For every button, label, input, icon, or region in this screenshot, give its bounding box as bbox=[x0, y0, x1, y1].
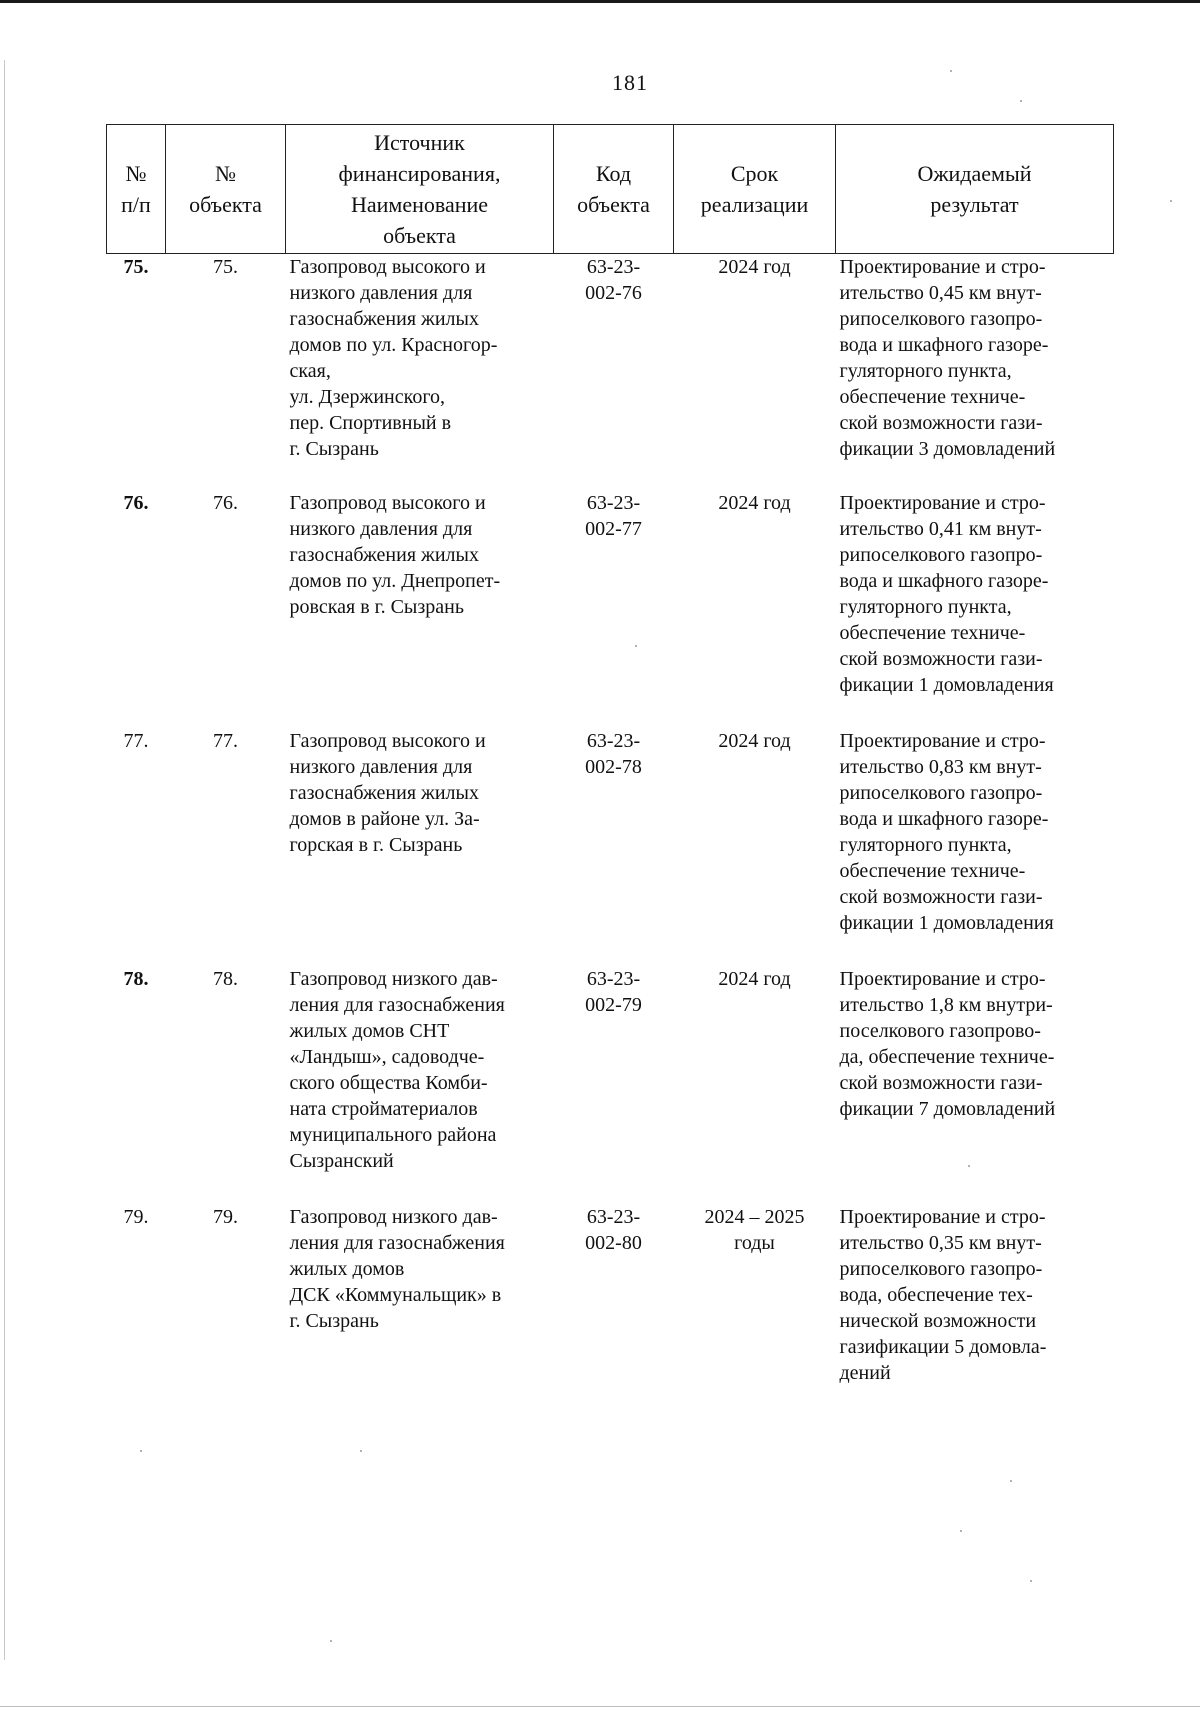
implementation-term: 2024 год bbox=[718, 492, 791, 514]
object-name: Газопровод высокого и низкого давления для газоснабжения жилых домов по ул. Красногор- ская, ул. Дзержинского, пер. Спортивный в г. Сызрань bbox=[289, 256, 498, 460]
page-number: 181 bbox=[612, 70, 648, 95]
table-row bbox=[107, 1204, 1114, 1404]
object-number: 79. bbox=[213, 1206, 238, 1228]
object-code: 63-23- 002-77 bbox=[585, 492, 642, 540]
scan-speckle bbox=[140, 1450, 142, 1452]
scan-speckle bbox=[1010, 1480, 1012, 1482]
scan-speckle bbox=[360, 1450, 362, 1452]
scan-speckle bbox=[950, 70, 952, 72]
object-number: 78. bbox=[213, 968, 238, 990]
row-number: 77. bbox=[123, 730, 149, 752]
row-number: 79. bbox=[123, 1206, 149, 1228]
projects-table bbox=[106, 124, 1114, 1404]
table-row bbox=[107, 490, 1114, 728]
scan-edge-left bbox=[4, 60, 5, 1660]
header-object-code: Код объекта bbox=[554, 125, 674, 254]
header-object-number: № объекта bbox=[166, 125, 286, 254]
table-row bbox=[107, 254, 1114, 491]
scan-speckle bbox=[330, 1640, 332, 1642]
scan-speckle bbox=[968, 1165, 970, 1167]
expected-result: Проектирование и стро- ительство 0,41 км внут- рипоселкового газопро- вода и шкафного газоре- гуляторного пункта, обеспечение техниче- ской возможности гази- фикации 1 домовладения bbox=[839, 492, 1054, 696]
object-number: 76. bbox=[213, 492, 238, 514]
header-funding-source: Источник финансирования, Наименование объекта bbox=[286, 125, 554, 254]
object-code: 63-23- 002-80 bbox=[585, 1206, 642, 1254]
implementation-term: 2024 год bbox=[718, 730, 791, 752]
expected-result: Проектирование и стро- ительство 0,45 км внут- рипоселкового газопро- вода и шкафного газоре- гуляторного пункта, обеспечение техниче- ской возможности гази- фикации 3 домовладений bbox=[839, 256, 1056, 460]
scan-speckle bbox=[1170, 200, 1172, 202]
scan-speckle bbox=[635, 645, 637, 647]
object-name: Газопровод высокого и низкого давления для газоснабжения жилых домов по ул. Днепропет- ровская в г. Сызрань bbox=[289, 492, 501, 618]
scan-edge-top bbox=[0, 0, 1200, 3]
expected-result: Проектирование и стро- ительство 0,35 км внут- рипоселкового газопро- вода, обеспечение тех- нической возможности газификации 5 домовла- дений bbox=[839, 1206, 1047, 1384]
table-row bbox=[107, 966, 1114, 1204]
implementation-term: 2024 – 2025 годы bbox=[704, 1206, 805, 1254]
object-number: 77. bbox=[213, 730, 238, 752]
object-number: 75. bbox=[213, 256, 238, 278]
object-name: Газопровод высокого и низкого давления для газоснабжения жилых домов в районе ул. За- горская в г. Сызрань bbox=[289, 730, 486, 856]
object-code: 63-23- 002-79 bbox=[585, 968, 642, 1016]
table-header-row bbox=[107, 125, 1114, 254]
row-number: 78. bbox=[123, 968, 149, 990]
expected-result: Проектирование и стро- ительство 1,8 км внутри- поселкового газопрово- да, обеспечение техниче- ской возможности гази- фикации 7 домовладений bbox=[839, 968, 1056, 1120]
header-row-number: № п/п bbox=[107, 125, 166, 254]
implementation-term: 2024 год bbox=[718, 968, 791, 990]
scan-speckle bbox=[960, 1530, 962, 1532]
header-term: Срок реализации bbox=[674, 125, 836, 254]
row-number: 76. bbox=[123, 492, 149, 514]
scan-speckle bbox=[1020, 100, 1022, 102]
object-code: 63-23- 002-78 bbox=[585, 730, 642, 778]
implementation-term: 2024 год bbox=[718, 256, 791, 278]
object-name: Газопровод низкого дав- ления для газоснабжения жилых домов ДСК «Коммунальщик» в г. Сызрань bbox=[289, 1206, 505, 1332]
row-number: 75. bbox=[123, 256, 149, 278]
object-name: Газопровод низкого дав- ления для газоснабжения жилых домов СНТ «Ландыш», садоводче- ского общества Комби- ната стройматериалов муниципального района Сызранский bbox=[289, 968, 505, 1172]
object-code: 63-23- 002-76 bbox=[585, 256, 642, 304]
header-expected-result: Ожидаемый результат bbox=[836, 125, 1114, 254]
table-row bbox=[107, 728, 1114, 966]
scan-speckle bbox=[1030, 1580, 1032, 1582]
expected-result: Проектирование и стро- ительство 0,83 км внут- рипоселкового газопро- вода и шкафного газоре- гуляторного пункта, обеспечение техниче- ской возможности гази- фикации 1 домовладения bbox=[839, 730, 1054, 934]
scan-edge-bottom bbox=[0, 1706, 1200, 1707]
